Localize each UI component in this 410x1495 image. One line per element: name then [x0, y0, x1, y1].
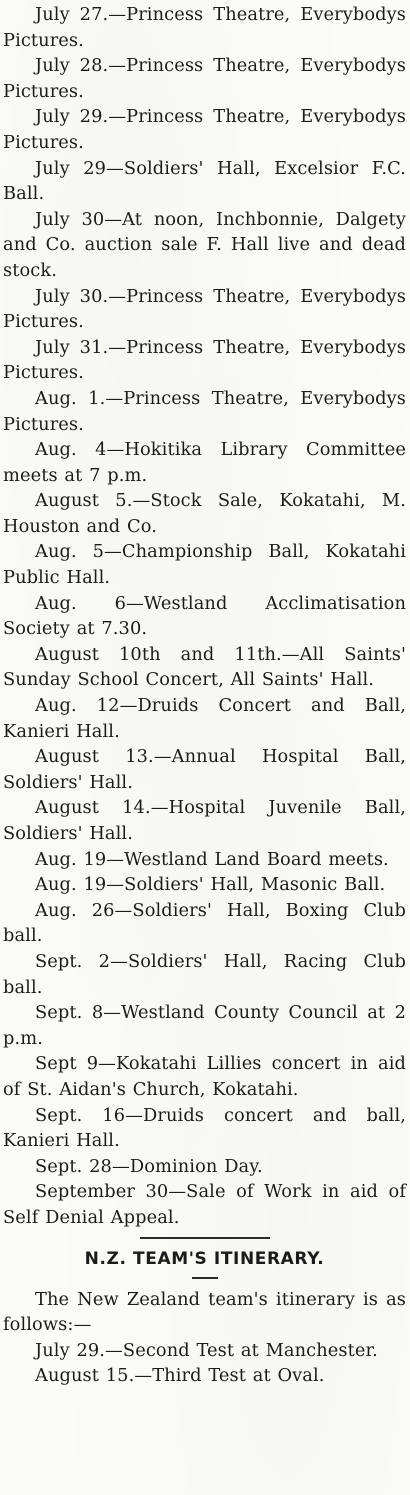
- section-divider: [140, 1237, 270, 1239]
- engagement-entry: Sept. 16—Druids concert and ball, Kanieri Hall.: [3, 1104, 406, 1152]
- engagement-entry: Aug. 1.—Princess Theatre, Everybodys Pictures.: [3, 387, 406, 435]
- engagement-entry: Aug. 26—Soldiers' Hall, Boxing Club ball.: [3, 899, 406, 947]
- engagement-entry: July 29—Soldiers' Hall, Excelsior F.C. Ball.: [3, 157, 406, 205]
- itinerary-item: July 29.—Second Test at Manchester.: [35, 1339, 378, 1361]
- itinerary-item: August 15.—Third Test at Oval.: [35, 1365, 325, 1387]
- engagement-entry: Sept. 2—Soldiers' Hall, Racing Club ball.: [3, 950, 406, 998]
- engagements-list: [3, 2, 406, 1231]
- engagement-entry: Sept 9—Kokatahi Lillies concert in aid of St. Aidan's Church, Kokatahi.: [3, 1053, 406, 1100]
- engagement-entry: August 14.—Hospital Juvenile Ball, Soldiers' Hall.: [3, 797, 406, 844]
- engagement-entry: July 27.—Princess Theatre, Everybodys Pictures.: [3, 4, 406, 51]
- engagement-entry: Aug. 4—Hokitika Library Committee meets at 7 p.m.: [3, 439, 406, 486]
- engagement-entry: Aug. 6—Westland Acclimatisation Society at 7.30.: [3, 592, 406, 640]
- engagement-entry: July 28.—Princess Theatre, Everybodys Pictures.: [3, 55, 406, 102]
- engagement-entry: Aug. 5—Championship Ball, Kokatahi Public Hall.: [3, 541, 406, 589]
- heading-underline: [192, 1277, 218, 1279]
- engagement-entry: August 13.—Annual Hospital Ball, Soldiers' Hall.: [3, 746, 406, 793]
- engagement-entry: Sept. 8—Westland County Council at 2 p.m.: [3, 1002, 406, 1049]
- engagement-entry: August 5.—Stock Sale, Kokatahi, M. Houston and Co.: [3, 490, 406, 537]
- engagement-entry: August 10th and 11th.—All Saints' Sunday School Concert, All Saints' Hall.: [3, 643, 406, 691]
- engagement-entry: Sept. 28—Dominion Day.: [35, 1155, 263, 1177]
- engagement-entry: July 30.—Princess Theatre, Everybodys Pictures.: [3, 285, 406, 333]
- engagement-entry: September 30—Sale of Work in aid of Self Denial Appeal.: [3, 1181, 406, 1228]
- engagement-entry: Aug. 12—Druids Concert and Ball, Kanieri Hall.: [3, 695, 406, 742]
- engagement-entry: July 31.—Princess Theatre, Everybodys Pictures.: [3, 336, 406, 384]
- itinerary-intro: The New Zealand team's itinerary is as follows:—: [3, 1288, 406, 1336]
- engagement-entry: July 29.—Princess Theatre, Everybodys Pictures.: [3, 106, 406, 153]
- engagement-entry: Aug. 19—Soldiers' Hall, Masonic Ball.: [35, 874, 386, 896]
- engagement-entry: Aug. 19—Westland Land Board meets.: [35, 848, 389, 870]
- itinerary-section: [3, 1287, 406, 1389]
- itinerary-heading: N.Z. TEAM'S ITINERARY.: [84, 1248, 325, 1269]
- engagement-entry: July 30—At noon, Inchbonnie, Dalgety and Co. auction sale F. Hall live and dead stock.: [3, 208, 406, 281]
